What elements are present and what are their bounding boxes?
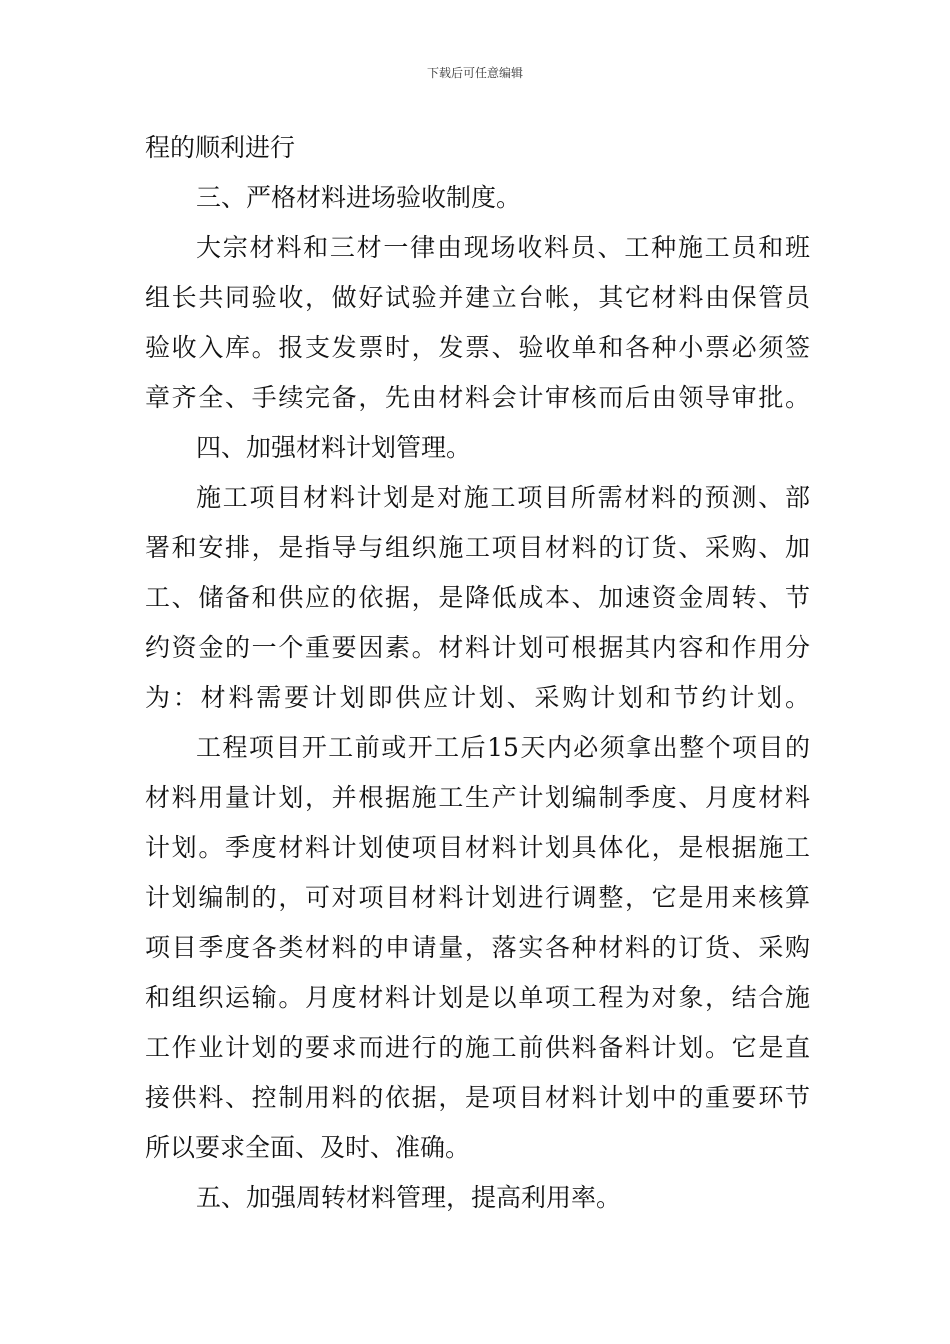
section-heading: 五、加强周转材料管理，提高利用率。: [196, 1183, 622, 1212]
body-line: 接供料、控制用料的依据，是项目材料计划中的重要环节: [145, 1083, 810, 1112]
body-line: 验收入库。报支发票时，发票、验收单和各种小票必须签: [145, 333, 810, 362]
body-line: 程的顺利进行: [145, 133, 296, 162]
body-line: 计划。季度材料计划使项目材料计划具体化，是根据施工: [145, 833, 810, 862]
body-line: 工、储备和供应的依据，是降低成本、加速资金周转、节: [145, 583, 810, 612]
body-line: 为：材料需要计划即供应计划、采购计划和节约计划。: [145, 683, 810, 712]
section-heading: 三、严格材料进场验收制度。: [196, 183, 522, 212]
body-line: 和组织运输。月度材料计划是以单项工程为对象，结合施: [145, 983, 810, 1012]
body-line: 署和安排，是指导与组织施工项目材料的订货、采购、加: [145, 533, 810, 562]
body-line: 材料用量计划，并根据施工生产计划编制季度、月度材料: [145, 783, 810, 812]
body-line: 所以要求全面、及时、准确。: [145, 1133, 471, 1162]
body-line: 大宗材料和三材一律由现场收料员、工种施工员和班: [196, 233, 810, 262]
section-heading: 四、加强材料计划管理。: [196, 433, 472, 462]
body-line: 施工项目材料计划是对施工项目所需材料的预测、部: [196, 483, 810, 512]
body-line: 约资金的一个重要因素。材料计划可根据其内容和作用分: [145, 633, 810, 662]
body-line: 工程项目开工前或开工后15天内必须拿出整个项目的: [196, 733, 810, 762]
body-line: 计划编制的，可对项目材料计划进行调整，它是用来核算: [145, 883, 810, 912]
page-header: 下载后可任意编辑: [426, 66, 523, 80]
body-line: 工作业计划的要求而进行的施工前供料备料计划。它是直: [145, 1033, 810, 1062]
body-line: 组长共同验收，做好试验并建立台帐，其它材料由保管员: [145, 283, 810, 312]
body-line: 章齐全、手续完备，先由材料会计审核而后由领导审批。: [145, 383, 810, 412]
body-line: 项目季度各类材料的申请量，落实各种材料的订货、采购: [145, 933, 810, 962]
